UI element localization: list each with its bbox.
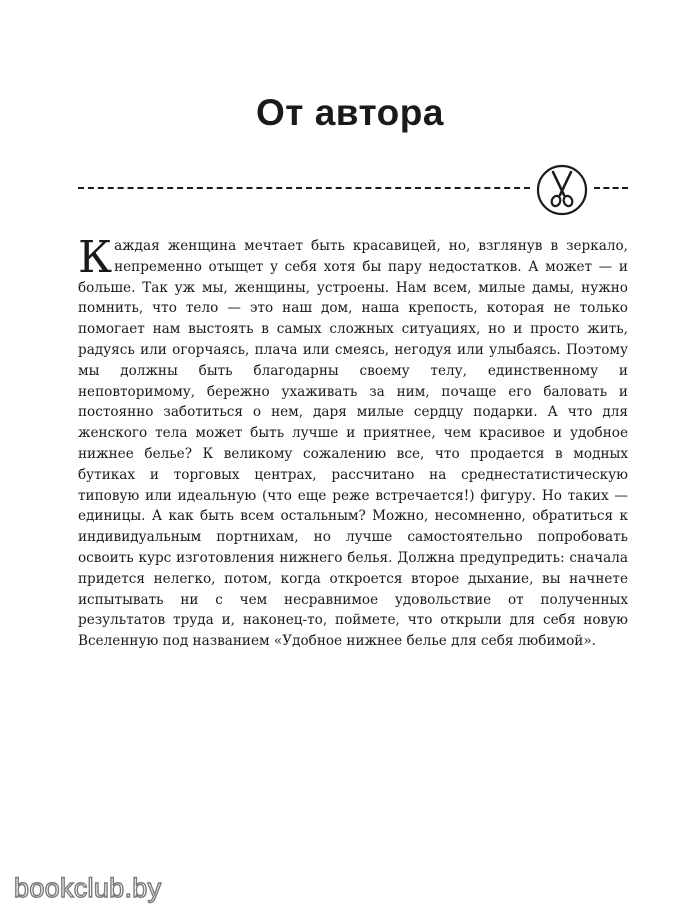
article-text: аждая женщина мечтает быть красавицей, но, взглянув в зеркало, непременно отыщет у себя хотя бы пару недостатков. А может — и больше. Так уж мы, женщины, устроены. Нам всем, милые дамы, нужно помнить, что тело — это наш дом, наша крепость, которая не только помогает нам выстоять в самых сложных ситуациях, но и просто жить, радуясь или огорчаясь, плача или смеясь, негодуя или улыбаясь. Поэтому мы должны быть благодарны своему телу, единственному и неповторимому, бережно ухаживать за ним, почаще его баловать и постоянно заботиться о нем, даря милые сердцу подарки. А что для женского тела может быть лучше и приятнее, чем красивое и удобное нижнее белье? К великому сожалению все, что продается в модных бутиках и торговых центрах, рассчитано на среднестатистическую типовую или идеальную (что еще реже встречается!) фигуру. Но таких — единицы. А как быть всем остальным? Можно, несомненно, обратиться к индивидуальным портнихам, но лучше самостоятельно попробовать освоить курс изготовления нижнего белья. Должна предупредить: сначала придется нелегко, потом, когда откроется второе дыхание, вы начнете испытывать ни с чем несравнимое удовольствие от полученных результатов труда и, наконец-то, поймете, что открыли для себя новую Вселенную под названием «Удобное нижнее белье для себя любимой». [78,238,628,650]
dashed-divider-left [78,187,530,189]
drop-cap: К [78,232,113,283]
watermark: bookclub.by [14,873,162,903]
scissors-icon [534,162,590,218]
dashed-divider-right [594,187,628,189]
page-title: От автора [256,92,444,133]
article-body [78,232,628,652]
